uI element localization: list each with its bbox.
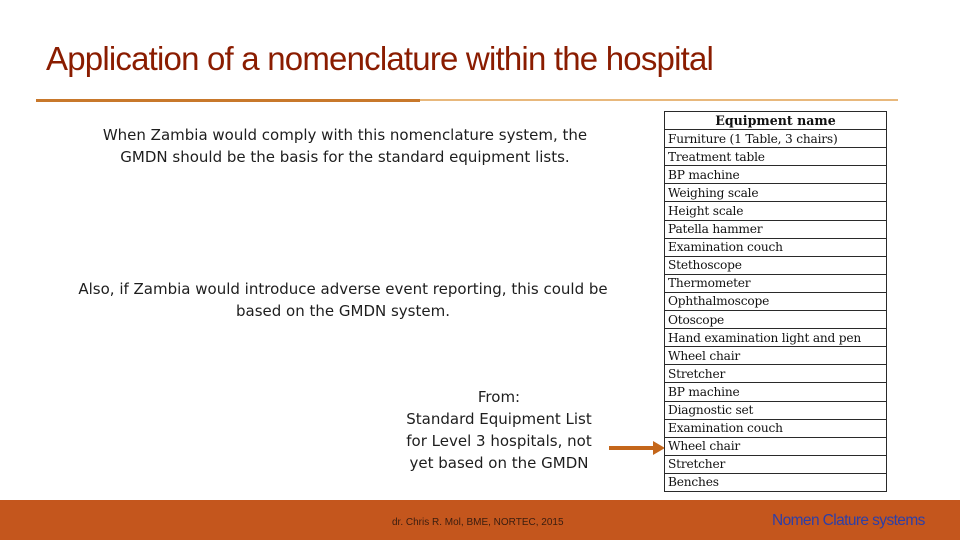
table-row [665, 184, 887, 202]
equipment-name-cell: Weighing scale [665, 184, 887, 202]
table-row [665, 148, 887, 166]
table-row [665, 383, 887, 401]
equipment-name-cell: Stretcher [665, 365, 887, 383]
equipment-name-cell: BP machine [665, 383, 887, 401]
footer-brand: Nomen Clature systems [772, 512, 925, 529]
equipment-name-cell: Wheel chair [665, 437, 887, 455]
equipment-name-cell: Diagnostic set [665, 401, 887, 419]
table-row [665, 256, 887, 274]
equipment-name-cell: Benches [665, 473, 887, 491]
equipment-table [664, 111, 887, 492]
equipment-name-cell: Patella hammer [665, 220, 887, 238]
table-row [665, 419, 887, 437]
table-row [665, 292, 887, 310]
source-line: for Level 3 hospitals, not [406, 432, 592, 450]
equipment-name-cell: Otoscope [665, 311, 887, 329]
paragraph-gmdn-basis: When Zambia would comply with this nomenclature system, the GMDN should be the basis for the standard equipment lists. [102, 126, 588, 166]
equipment-name-cell: Stethoscope [665, 256, 887, 274]
equipment-name-cell: Stretcher [665, 455, 887, 473]
table-row [665, 347, 887, 365]
equipment-name-cell: Ophthalmoscope [665, 292, 887, 310]
table-header-row [665, 112, 887, 130]
equipment-name-cell: Hand examination light and pen [665, 329, 887, 347]
table-row [665, 365, 887, 383]
equipment-name-cell: BP machine [665, 166, 887, 184]
equipment-name-cell: Treatment table [665, 148, 887, 166]
table-row [665, 329, 887, 347]
equipment-name-cell: Height scale [665, 202, 887, 220]
paragraph-adverse-events: Also, if Zambia would introduce adverse event reporting, this could be based on the GMDN system. [78, 280, 608, 320]
table-row [665, 401, 887, 419]
equipment-name-cell: Thermometer [665, 274, 887, 292]
source-line: yet based on the GMDN [409, 454, 589, 472]
equipment-name-cell: Wheel chair [665, 347, 887, 365]
footer-credit: dr. Chris R. Mol, BME, NORTEC, 2015 [392, 517, 564, 528]
table-row [665, 220, 887, 238]
equipment-name-cell: Examination couch [665, 419, 887, 437]
table-row [665, 455, 887, 473]
equipment-name-cell: Examination couch [665, 238, 887, 256]
table-header-cell: Equipment name [665, 112, 887, 130]
table-row [665, 311, 887, 329]
equipment-table-body [665, 130, 887, 492]
arrow-shaft [609, 446, 655, 450]
arrow-right-icon [609, 443, 665, 453]
source-note [392, 386, 606, 474]
equipment-name-cell: Furniture (1 Table, 3 chairs) [665, 130, 887, 148]
table-row [665, 238, 887, 256]
table-row [665, 130, 887, 148]
source-line: From: [477, 388, 521, 406]
table-row [665, 437, 887, 455]
table-row [665, 473, 887, 491]
table-row [665, 274, 887, 292]
title-underline-accent [36, 99, 420, 102]
table-row [665, 202, 887, 220]
table-row [665, 166, 887, 184]
source-line: Standard Equipment List [406, 410, 592, 428]
slide-title: Application of a nomenclature within the hospital [46, 40, 714, 77]
